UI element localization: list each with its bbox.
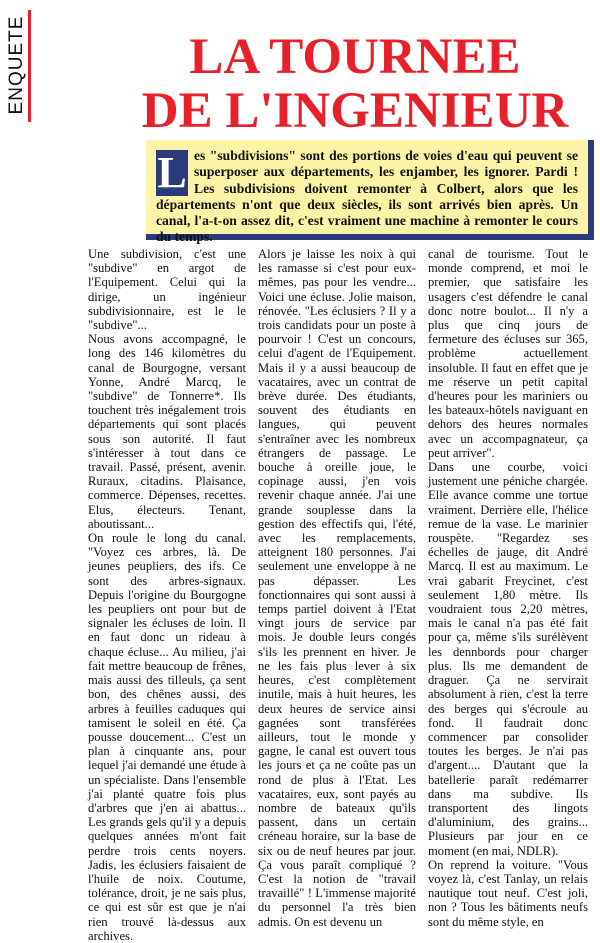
paragraph: On reprend la voiture. "Vous voyez là, c'est Tanlay, un relais nautique tout neuf. C'est joli, non ? Tous les bâtiments neufs sont du même style, en xyxy=(428,857,588,929)
article-column-3 xyxy=(428,247,588,929)
article-title-line2: DE L'INGENIEUR xyxy=(141,83,569,139)
paragraph: Nous avons accompagné, le long des 146 kilomètres du canal de Bourgogne, versant Yonne, André Marcq, le "subdive" de Tonnerre*. Ils touchent très inégalement trois départements qui sont placés sous son autorité. Il faut s'intéresser à tout dans ce travail. Passé, présent, avenir. Ruraux, citadins. Plaisance, commerce. Dépenses, recettes. Elus, électeurs. Tenant, aboutissant... xyxy=(88,332,246,531)
lead-paragraph xyxy=(146,140,594,245)
lead-text: es "subdivisions" sont des portions de voies d'eau qui peuvent se superposer aux départements, les enjamber, les ignorer. Pardi ! Les subdivisions doivent remonter à Colbert, alors que les départements n'ont que deux siècles, ils sont arrivés bien après. Un canal, l'a-t-on assez dit, c'est vraiment une machine à remonter le cours du temps. xyxy=(156,148,578,245)
paragraph: Une subdivision, c'est une "subdive" en argot de l'Equipement. Celui qui la dirige, un ingénieur subdivisionnaire, est le le "subdive"... xyxy=(88,247,246,333)
article-column-1 xyxy=(88,247,246,943)
paragraph: Alors je laisse les noix à qui les ramasse si c'est pour eux-mêmes, pas pour les vendre... Voici une écluse. Jolie maison, rénovée. "Les éclusiers ? Il y a trois candidats pour un poste à pourvoir ! C'est un concours, celui d'agent de l'Equipement. Mais il y a aussi beaucoup de vacataires, avec un contrat de brève durée. Des étudiants, souvent des étudiants en langues, qui peuvent s'entraîner avec les nombreux étrangers de passage. Le bouche à oreille joue, le copinage aussi, j'en vois revenir chaque année. J'ai une grande souplesse dans la gestion des effectifs qui, l'été, avec les remplacements, atteignent 180 personnes. J'ai seulement une enveloppe à ne pas dépasser. Les fonctionnaires qui sont aussi à temps partiel doivent à l'Etat vingt jours de service par mois. Je double leurs congés s'ils les prennent en hiver. Je ne les fais plus lever à six heures, c'est complètement inutile, mais à huit heures, les deux heures de service ainsi gagnées sont transférées ailleurs, tout le monde y gagne, le canal est ouvert tous les jours et ça ne coûte pas un rond de plus à l'Etat. Les vacataires, eux, sont payés au nombre de bateaux qu'ils passent, dans un certain créneau horaire, sur la base de six ou de neuf heures par jour. Ça vous paraît compliqué ? C'est la notion de "travail travaillé" ! L'immense majorité du personnel l'a très bien admis. On est devenu un xyxy=(258,247,416,929)
section-label xyxy=(6,10,31,122)
article-title-line1: LA TOURNEE xyxy=(189,29,521,85)
article-column-2 xyxy=(258,247,416,929)
drop-cap: L xyxy=(157,148,187,197)
paragraph: Dans une courbe, voici justement une péniche chargée. Elle avance comme une tortue vraiment. Derrière elle, l'hélice remue de la vase. Le marinier rouspète. "Regardez ses échelles de jauge, dit André Marcq. Il est au maximum. Le vrai gabarit Freycinet, c'est seulement 1,80 mètre. Ils voudraient tous 2,20 mètres, mais le canal n'a pas été fait pour ça, même s'ils surélèvent les dennbords pour charger plus. Ils me demandent de draguer. Ça ne servirait absolument à rien, c'est la terre des berges qui s'écroule au fond. Il faudrait donc commencer par consolider toutes les berges. Je n'ai pas d'argent.... D'autant que la batellerie paraît redémarrer dans ma subdive. Ils transportent des lingots d'aluminium, des grains... Plusieurs par jour en ce moment (en mai, NDLR). xyxy=(428,460,588,858)
paragraph: canal de tourisme. Tout le monde comprend, et moi le premier, que satisfaire les usagers c'est défendre le canal donc notre boulot... Il n'y a plus que cinq jours de fermeture des écluses sur 365, problème actuellement insoluble. Il faut en effet que je me réserve un petit capital d'heures pour les mariniers ou les bateaux-hôtels naviguant en dehors des heures normales avec un accompagnateur, ça peut arriver". xyxy=(428,247,588,460)
section-label-text: ENQUETE xyxy=(6,15,27,115)
paragraph: On roule le long du canal. "Voyez ces arbres, là. De jeunes peupliers, des ifs. Ce sont des arbres-signaux. Depuis l'origine du Bourgogne les peupliers ont pour but de signaler les écluses de loin. Il en faut donc un rideau à chaque écluse... Au milieu, j'ai fait mettre beaucoup de frênes, mais aussi des tilleuls, ça sent bon, des chênes aussi, des arbres à feuilles caduques qui tamisent le soleil en été. Ça pousse doucement... C'est un plan à cinquante ans, pour lequel j'ai demandé une étude à un spécialiste. Dans l'ensemble j'ai planté quatre fois plus d'arbres que j'en ai abattus... Les grands gels qu'il y a depuis quelques années m'ont fait perdre trois cents noyers. Jadis, les éclusiers faisaient de l'huile de noix. Coutume, tolérance, droit, je ne sais plus, ce qui est sûr est que je n'ai rien trouvé là-dessus aux archives. xyxy=(88,531,246,943)
